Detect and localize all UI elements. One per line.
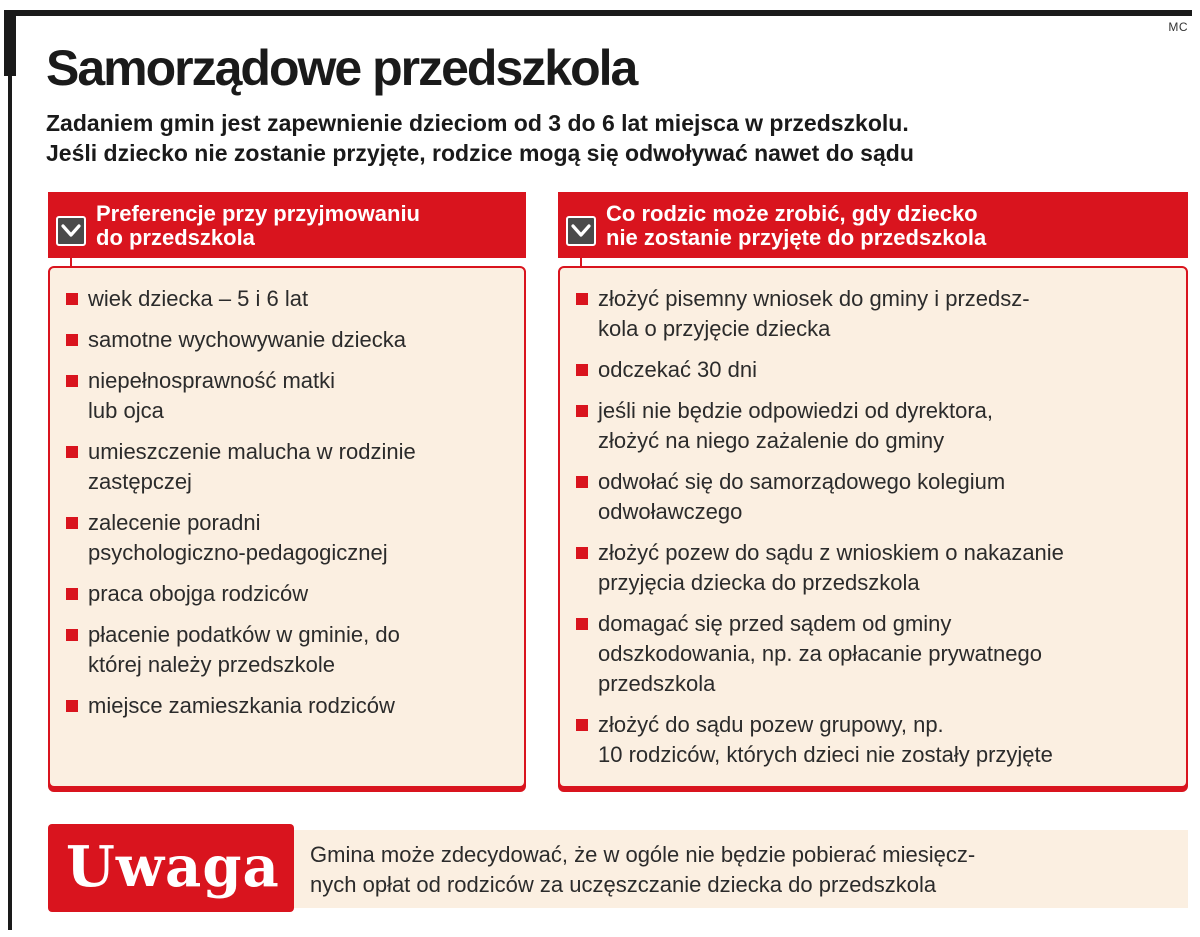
list-item <box>576 710 1172 770</box>
note-section <box>48 824 1188 912</box>
list-item <box>66 579 510 609</box>
square-bullet-icon <box>576 719 588 731</box>
note-line-2: nych opłat od rodziców za uczęszczanie dziecka do przedszkola <box>310 872 937 897</box>
square-bullet-icon <box>66 517 78 529</box>
preferences-panel-body <box>48 266 526 788</box>
parent-actions-header-line-2: nie zostanie przyjęte do przedszkola <box>606 225 987 250</box>
parent-actions-panel-body <box>558 266 1188 788</box>
list-item-text: zalecenie poradni <box>88 510 261 535</box>
list-item-text: domagać się przed sądem od gminy <box>598 611 952 636</box>
list-item-text: wiek dziecka – 5 i 6 lat <box>88 286 309 311</box>
list-item-text: 10 rodziców, których dzieci nie zostały przyjęte <box>598 742 1053 767</box>
list-item-text: odszkodowania, np. za opłacanie prywatnego <box>598 641 1042 666</box>
square-bullet-icon <box>576 364 588 376</box>
list-item <box>66 437 510 497</box>
list-item-text: złożyć na niego zażalenie do gminy <box>598 428 945 453</box>
square-bullet-icon <box>576 547 588 559</box>
author-credit: MC <box>1168 20 1188 34</box>
list-item-text: niepełnosprawność matki <box>88 368 336 393</box>
list-item <box>576 609 1172 699</box>
note-text <box>310 840 1170 900</box>
square-bullet-icon <box>576 293 588 305</box>
list-item <box>66 691 510 721</box>
list-item-text: jeśli nie będzie odpowiedzi od dyrektora, <box>598 398 994 423</box>
list-item-text: złożyć do sądu pozew grupowy, np. <box>598 712 944 737</box>
list-item <box>66 366 510 426</box>
square-bullet-icon <box>66 446 78 458</box>
preferences-list <box>66 284 510 721</box>
panel-connector <box>580 258 582 268</box>
square-bullet-icon <box>576 618 588 630</box>
list-item-text: przyjęcia dziecka do przedszkola <box>598 570 920 595</box>
square-bullet-icon <box>66 629 78 641</box>
list-item-text: umieszczenie malucha w rodzinie <box>88 439 416 464</box>
list-item-text: praca obojga rodziców <box>88 581 309 606</box>
note-line-1: Gmina może zdecydować, że w ogóle nie będzie pobierać miesięcz- <box>310 842 976 867</box>
list-item-text: płacenie podatków w gminie, do <box>88 622 400 647</box>
list-item <box>66 284 510 314</box>
subtitle <box>46 108 1166 168</box>
page-title: Samorządowe przedszkola <box>46 40 637 96</box>
chevron-down-icon <box>56 216 86 246</box>
parent-actions-list <box>576 284 1172 770</box>
preferences-header-line-1: Preferencje przy przyjmowaniu <box>96 201 420 226</box>
list-item <box>66 325 510 355</box>
list-item-text: której należy przedszkole <box>88 652 336 677</box>
list-item-text: złożyć pisemny wniosek do gminy i przedsz- <box>598 286 1030 311</box>
note-text-box <box>294 830 1188 908</box>
parent-actions-panel <box>558 192 1188 788</box>
list-item <box>576 284 1172 344</box>
parent-actions-panel-header <box>558 192 1188 258</box>
list-item-text: odwoławczego <box>598 499 743 524</box>
list-item-text: psychologiczno-pedagogicznej <box>88 540 388 565</box>
note-label: Uwaga <box>66 834 280 900</box>
list-item <box>576 467 1172 527</box>
panel-connector <box>70 258 72 268</box>
square-bullet-icon <box>66 293 78 305</box>
list-item-text: odczekać 30 dni <box>598 357 757 382</box>
square-bullet-icon <box>66 588 78 600</box>
subtitle-line-2: Jeśli dziecko nie zostanie przyjęte, rodzice mogą się odwoływać nawet do sądu <box>46 140 914 166</box>
left-rule <box>8 10 12 930</box>
list-item-text: samotne wychowywanie dziecka <box>88 327 406 352</box>
note-label-box <box>48 824 294 912</box>
list-item <box>576 396 1172 456</box>
preferences-header-line-2: do przedszkola <box>96 225 255 250</box>
preferences-panel-header <box>48 192 526 258</box>
list-item <box>576 355 1172 385</box>
square-bullet-icon <box>66 375 78 387</box>
top-rule <box>4 10 1192 16</box>
square-bullet-icon <box>576 476 588 488</box>
square-bullet-icon <box>576 405 588 417</box>
list-item <box>66 508 510 568</box>
square-bullet-icon <box>66 700 78 712</box>
list-item <box>576 538 1172 598</box>
chevron-down-icon <box>566 216 596 246</box>
subtitle-line-1: Zadaniem gmin jest zapewnienie dzieciom od 3 do 6 lat miejsca w przedszkolu. <box>46 110 909 136</box>
list-item-text: złożyć pozew do sądu z wnioskiem o nakazanie <box>598 540 1064 565</box>
list-item-text: miejsce zamieszkania rodziców <box>88 693 395 718</box>
parent-actions-header-line-1: Co rodzic może zrobić, gdy dziecko <box>606 201 978 226</box>
list-item <box>66 620 510 680</box>
list-item-text: kola o przyjęcie dziecka <box>598 316 831 341</box>
list-item-text: zastępczej <box>88 469 192 494</box>
square-bullet-icon <box>66 334 78 346</box>
list-item-text: lub ojca <box>88 398 164 423</box>
list-item-text: odwołać się do samorządowego kolegium <box>598 469 1006 494</box>
list-item-text: przedszkola <box>598 671 716 696</box>
preferences-panel <box>48 192 526 788</box>
